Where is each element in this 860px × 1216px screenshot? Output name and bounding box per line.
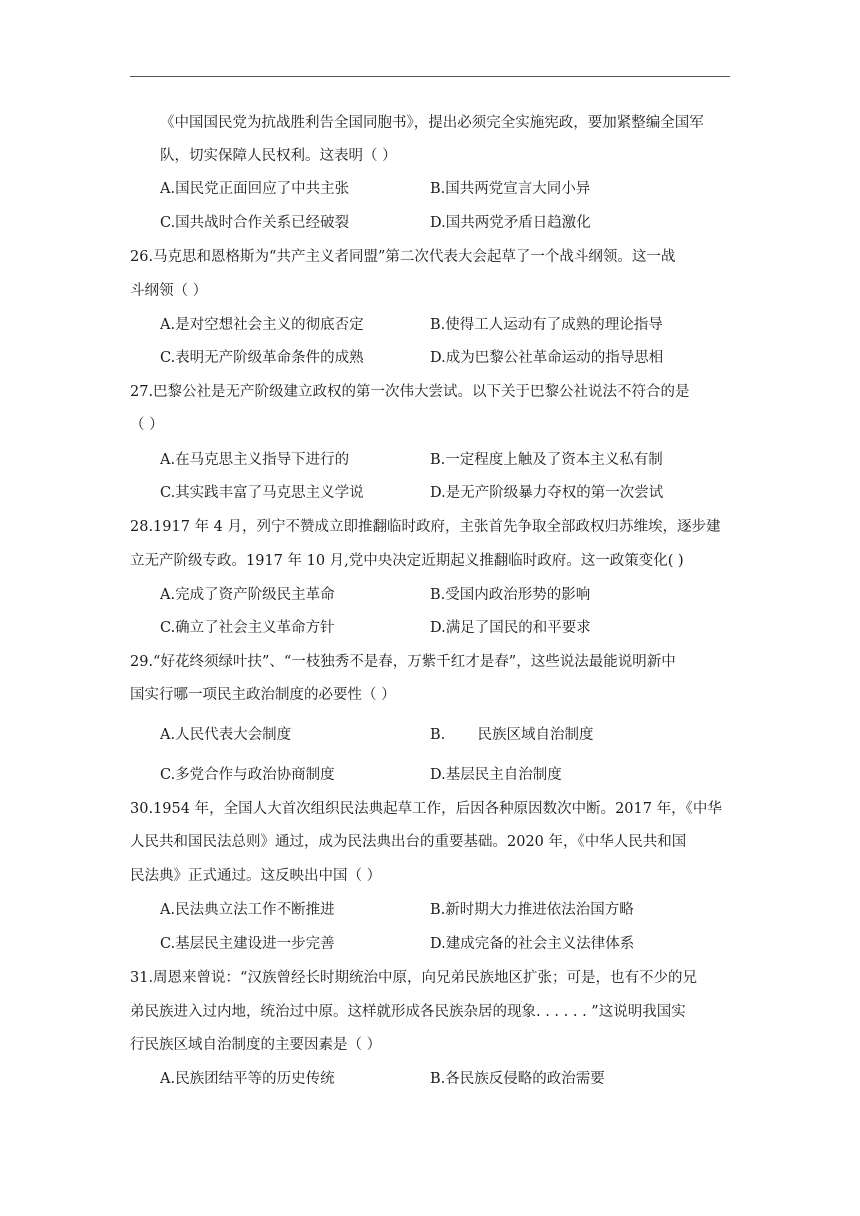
- q26-stem-line2: 斗纲领（ ）: [130, 283, 208, 299]
- q28-option-a[interactable]: A.完成了资产阶级民主革命: [160, 587, 335, 603]
- q25-option-a[interactable]: A.国民党正面回应了中共主张: [160, 181, 350, 197]
- q26-option-a[interactable]: A.是对空想社会主义的彻底否定: [160, 317, 364, 333]
- q31-option-a[interactable]: A.民族团结平等的历史传统: [160, 1071, 335, 1087]
- q30-stem-line3: 民法典》正式通过。这反映出中国（ ）: [130, 868, 382, 884]
- q30-option-a[interactable]: A.民法典立法工作不断推进: [160, 902, 335, 918]
- q30-stem-line2: 人民共和国民法总则》通过，成为民法典出台的重要基础。2020 年，《中华人民共和国: [130, 834, 687, 850]
- q31-stem-line1: 31.周恩来曾说：“汉族曾经长时期统治中原，向兄弟民族地区扩张；可是，也有不少的兄: [130, 970, 697, 986]
- q25-option-c[interactable]: C.国共战时合作关系已经破裂: [160, 215, 350, 231]
- q26-stem-line1: 26.马克思和恩格斯为“共产主义者同盟”第二次代表大会起草了一个战斗纲领。这一战: [130, 249, 676, 265]
- q28-option-c[interactable]: C.确立了社会主义革命方针: [160, 620, 335, 636]
- q30-stem-line1: 30.1954 年，全国人大首次组织民法典起草工作，后因各种原因数次中断。2017 年，《中华: [130, 801, 722, 817]
- q29-option-b[interactable]: B. 民族区域自治制度: [430, 727, 594, 743]
- q30-option-d[interactable]: D.建成完备的社会主义法律体系: [430, 936, 635, 952]
- q28-option-d[interactable]: D.满足了国民的和平要求: [430, 620, 591, 636]
- q31-stem-line3: 行民族区域自治制度的主要因素是（ ）: [130, 1037, 382, 1053]
- q28-stem-line1: 28.1917 年 4 月，列宁不赞成立即推翻临时政府，主张首先争取全部政权归苏维埃，逐步建: [130, 519, 721, 535]
- q25-option-d[interactable]: D.国共两党矛盾日趋激化: [430, 215, 591, 231]
- q27-stem-line2: （ ）: [130, 417, 164, 433]
- q31-option-b[interactable]: B.各民族反侵略的政治需要: [430, 1071, 605, 1087]
- q29-option-c[interactable]: C.多党合作与政治协商制度: [160, 767, 335, 783]
- q27-option-b[interactable]: B.一定程度上触及了资本主义私有制: [430, 452, 663, 468]
- q29-option-d[interactable]: D.基层民主自治制度: [430, 767, 562, 783]
- q29-stem-line2: 国实行哪一项民主政治制度的必要性（ ）: [130, 687, 396, 703]
- q25-stem-line2: 队，切实保障人民权利。这表明（ ）: [160, 148, 397, 164]
- q26-option-d[interactable]: D.成为巴黎公社革命运动的指导思相: [430, 350, 664, 366]
- q30-option-c[interactable]: C.基层民主建设进一步完善: [160, 936, 335, 952]
- q30-option-b[interactable]: B.新时期大力推进依法治国方略: [430, 902, 634, 918]
- q29-option-a[interactable]: A.人民代表大会制度: [160, 727, 292, 743]
- header-rule: [130, 76, 730, 77]
- q26-option-c[interactable]: C.表明无产阶级革命条件的成熟: [160, 350, 364, 366]
- q31-stem-line2: 弟民族进入过内地，统治过中原。这样就形成各民族杂居的现象. . . . . . ”这说明我国实: [130, 1004, 686, 1020]
- q27-option-d[interactable]: D.是无产阶级暴力夺权的第一次尝试: [430, 485, 664, 501]
- q25-option-b[interactable]: B.国共两党宣言大同小异: [430, 181, 591, 197]
- q27-option-c[interactable]: C.其实践丰富了马克思主义学说: [160, 485, 364, 501]
- q28-option-b[interactable]: B.受国内政治形势的影响: [430, 587, 591, 603]
- q27-option-a[interactable]: A.在马克思主义指导下进行的: [160, 452, 350, 468]
- q27-stem-line1: 27.巴黎公社是无产阶级建立政权的第一次伟大尝试。以下关于巴黎公社说法不符合的是: [130, 384, 690, 400]
- q28-stem-line2: 立无产阶级专政。1917 年 10 月,党中央决定近期起义推翻临时政府。这一政策变化( ): [130, 553, 684, 569]
- q25-stem-line1: 《中国国民党为抗战胜利告全国同胞书》，提出必须完全实施宪政，要加紧整编全国军: [160, 115, 704, 131]
- q26-option-b[interactable]: B.使得工人运动有了成熟的理论指导: [430, 317, 663, 333]
- q29-stem-line1: 29.“好花终须绿叶扶”、“一枝独秀不是春，万紫千红才是春”，这些说法最能说明新中: [130, 654, 676, 670]
